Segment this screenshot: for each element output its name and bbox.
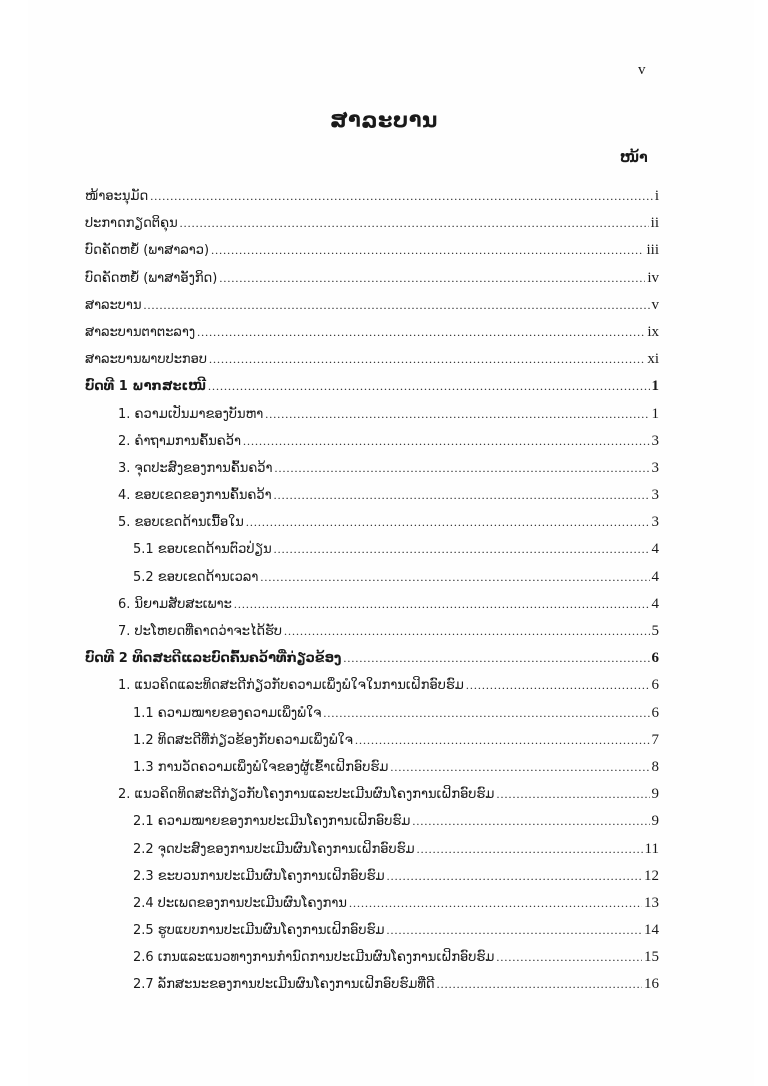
toc-entry-page: i bbox=[654, 188, 659, 204]
dot-leader bbox=[209, 352, 645, 367]
dot-leader bbox=[437, 977, 642, 992]
toc-entry-label: 1. ແນວຄິດແລະທິດສະດີກ່ຽວກັບຄວາມເພິ່ງພໍໃຈໃນການເຝິກອົບຮົມ bbox=[118, 678, 464, 694]
toc-entry bbox=[85, 677, 659, 704]
toc-entry-page: 7 bbox=[651, 731, 659, 748]
toc-entry-label: 2.7 ລັກສະນະຂອງການປະເມີນຜົນໂຄງການເຝິກອົບຮົມທີ່ດີ bbox=[133, 977, 435, 993]
toc-entry bbox=[85, 759, 659, 786]
toc-chapter-entry bbox=[85, 650, 659, 677]
toc-entry-page: 3 bbox=[651, 432, 659, 449]
dot-leader bbox=[390, 760, 649, 775]
toc-entry-page: 1 bbox=[651, 405, 659, 422]
toc-entry-page: v bbox=[651, 296, 659, 313]
toc-entry-page: 9 bbox=[651, 813, 659, 830]
toc-entry-label: ປະກາດກຽດຕິຄຸນ bbox=[85, 216, 178, 232]
dot-leader bbox=[466, 678, 650, 693]
toc-entry-page: 3 bbox=[651, 487, 659, 504]
toc-entry-page: 6 bbox=[651, 650, 659, 667]
toc-entry bbox=[85, 188, 659, 215]
dot-leader bbox=[150, 189, 653, 204]
dot-leader bbox=[274, 542, 650, 557]
toc-entry-page: iv bbox=[647, 269, 659, 286]
toc-entry bbox=[85, 813, 659, 840]
dot-leader bbox=[323, 706, 649, 721]
dot-leader bbox=[412, 814, 649, 829]
dot-leader bbox=[343, 651, 649, 666]
page-title: ສາລະບານ bbox=[330, 108, 438, 132]
toc-entry bbox=[85, 406, 659, 433]
toc-entry-page: 1 bbox=[651, 378, 659, 395]
toc-chapter-entry bbox=[85, 378, 659, 405]
toc-entry-label: 1.2 ທິດສະດີທີ່ກ່ຽວຂ້ອງກັບຄວາມເພິ່ງພໍໃຈ bbox=[133, 732, 353, 748]
toc-entry-page: 3 bbox=[651, 459, 659, 476]
toc-entry bbox=[85, 433, 659, 460]
dot-leader bbox=[349, 896, 642, 911]
dot-leader bbox=[496, 950, 642, 965]
toc-entry-page: 8 bbox=[651, 758, 659, 775]
toc-entry-page: 14 bbox=[644, 922, 659, 939]
toc-entry-page: 5 bbox=[651, 623, 659, 639]
toc-entry-label: 2.3 ຂະບວນການປະເມີນຜົນໂຄງການເຝິກອົບຮົມ bbox=[133, 868, 385, 884]
dot-leader bbox=[197, 325, 645, 340]
toc-entry-label: 6. ນິຍາມສັບສະເພາະ bbox=[118, 596, 232, 612]
dot-leader bbox=[219, 271, 645, 286]
toc-entry bbox=[85, 297, 659, 324]
toc-entry-page: ii bbox=[650, 215, 659, 232]
dot-leader bbox=[275, 461, 650, 476]
toc-entry-page: 13 bbox=[644, 894, 659, 911]
toc-entry-label: ບົດຄັດຫຍໍ້ (ພາສາລາວ) bbox=[85, 243, 210, 259]
toc-entry bbox=[85, 514, 659, 541]
toc-entry-page: 15 bbox=[644, 949, 659, 966]
toc-entry-label: ສາລະບານຕາຕະລາງ bbox=[85, 324, 196, 340]
table-of-contents bbox=[85, 188, 659, 1004]
toc-entry bbox=[85, 623, 659, 650]
toc-entry bbox=[85, 242, 659, 269]
dot-leader bbox=[417, 842, 643, 857]
toc-entry-label: 5. ຂອບເຂດດ້ານເນື້ອໃນ bbox=[118, 515, 244, 531]
toc-entry bbox=[85, 569, 659, 596]
toc-entry-page: 9 bbox=[651, 786, 659, 803]
dot-leader bbox=[274, 488, 650, 503]
dot-leader bbox=[265, 407, 649, 422]
toc-entry bbox=[85, 215, 659, 242]
toc-entry bbox=[85, 976, 659, 1003]
toc-entry-label: ສາລະບານພາບປະກອບ bbox=[85, 352, 207, 368]
toc-entry-label: ບົດທີ 2 ທິດສະດີແລະບົດຄົ້ນຄວ້າທີ່ກ່ຽວຂ້ອງ bbox=[85, 651, 342, 667]
toc-entry-label: 2.4 ປະເພດຂອງການປະເມີນຜົນໂຄງການ bbox=[133, 895, 347, 911]
toc-entry-page: 6 bbox=[651, 704, 659, 721]
dot-leader bbox=[144, 298, 650, 313]
toc-entry-label: 2. ແນວຄິດທິດສະດີກ່ຽວກັບໂຄງການແລະປະເມີນຜົນໂຄງການເຝິກອົບຮົມ bbox=[118, 787, 495, 803]
toc-entry bbox=[85, 270, 659, 297]
toc-entry bbox=[85, 460, 659, 487]
toc-entry-label: ໜ້າອະນຸມັດ bbox=[85, 189, 149, 204]
toc-entry-page: 16 bbox=[644, 976, 659, 993]
toc-entry bbox=[85, 324, 659, 351]
toc-entry-label: 5.1 ຂອບເຂດດ້ານຕົວປ່ຽນ bbox=[133, 542, 272, 558]
toc-entry-label: ສາລະບານ bbox=[85, 297, 142, 313]
toc-entry-page: 11 bbox=[644, 840, 659, 857]
toc-entry bbox=[85, 351, 659, 378]
toc-entry bbox=[85, 786, 659, 813]
page-column-header: ໜ້າ bbox=[620, 150, 648, 166]
toc-entry-label: 3. ຈຸດປະສົງຂອງການຄົ້ນຄວ້າ bbox=[118, 460, 273, 476]
dot-leader bbox=[496, 787, 649, 802]
page-number: v bbox=[638, 62, 646, 78]
toc-entry-label: 1.1 ຄວາມໝາຍຂອງຄວາມເພິ່ງພໍໃຈ bbox=[133, 705, 322, 721]
toc-entry-label: 2.6 ເກນແລະແນວທາງການກຳນົດການປະເມີນຜົນໂຄງການເຝິກອົບຮົມ bbox=[133, 950, 495, 966]
dot-leader bbox=[387, 869, 642, 884]
dot-leader bbox=[246, 515, 650, 530]
dot-leader bbox=[234, 597, 650, 612]
toc-entry bbox=[85, 949, 659, 976]
toc-entry-label: 2.1 ຄວາມໝາຍຂອງການປະເມີນໂຄງການເຝິກອົບຮົມ bbox=[133, 814, 411, 830]
toc-entry bbox=[85, 841, 659, 868]
toc-entry-page: 4 bbox=[651, 595, 659, 612]
toc-entry bbox=[85, 596, 659, 623]
dot-leader bbox=[211, 243, 644, 258]
toc-entry-label: 2.5 ຮູບແບບການປະເມີນຜົນໂຄງການເຝິກອົບຮົມ bbox=[133, 923, 385, 939]
dot-leader bbox=[284, 624, 649, 639]
toc-entry-label: 1.3 ການວັດຄວາມເພິ່ງພໍໃຈຂອງຜູ້ເຂົ້າເຝິກອົບຮົມ bbox=[133, 759, 389, 775]
toc-entry bbox=[85, 922, 659, 949]
toc-entry bbox=[85, 487, 659, 514]
dot-leader bbox=[355, 733, 650, 748]
dot-leader bbox=[208, 379, 650, 394]
toc-entry-page: ix bbox=[647, 323, 659, 340]
toc-entry bbox=[85, 732, 659, 759]
toc-entry-label: 4. ຂອບເຂດຂອງການຄົ້ນຄວ້າ bbox=[118, 488, 272, 504]
dot-leader bbox=[180, 216, 649, 231]
toc-entry-label: 2.2 ຈຸດປະສົງຂອງການປະເມີນຜົນໂຄງການເຝິກອົບຮົມ bbox=[133, 841, 415, 857]
toc-entry-label: 5.2 ຂອບເຂດດ້ານເວລາ bbox=[133, 569, 259, 585]
toc-entry-label: ບົດຄັດຫຍໍ້ (ພາສາອັງກິດ) bbox=[85, 270, 218, 286]
toc-entry bbox=[85, 895, 659, 922]
toc-entry bbox=[85, 541, 659, 568]
toc-entry-label: 2. ຄຳຖາມການຄົ້ນຄວ້າ bbox=[118, 433, 241, 449]
dot-leader bbox=[260, 570, 649, 585]
toc-entry-page: iii bbox=[646, 242, 659, 259]
toc-entry-label: ບົດທີ 1 ພາກສະເໜີ bbox=[85, 379, 206, 395]
toc-entry-label: 7. ປະໂຫຍດທີ່ຄາດວ່າຈະໄດ້ຮັບ bbox=[118, 624, 283, 639]
toc-entry-label: 1. ຄວາມເປັນມາຂອງບັນຫາ bbox=[118, 406, 264, 422]
toc-entry bbox=[85, 705, 659, 732]
dot-leader bbox=[243, 434, 650, 449]
toc-entry-page: 4 bbox=[651, 541, 659, 558]
toc-entry-page: xi bbox=[647, 351, 659, 368]
toc-entry bbox=[85, 868, 659, 895]
toc-entry-page: 3 bbox=[651, 514, 659, 531]
toc-entry-page: 12 bbox=[644, 867, 659, 884]
toc-entry-page: 4 bbox=[651, 568, 659, 585]
toc-entry-page: 6 bbox=[651, 677, 659, 694]
dot-leader bbox=[386, 923, 642, 938]
